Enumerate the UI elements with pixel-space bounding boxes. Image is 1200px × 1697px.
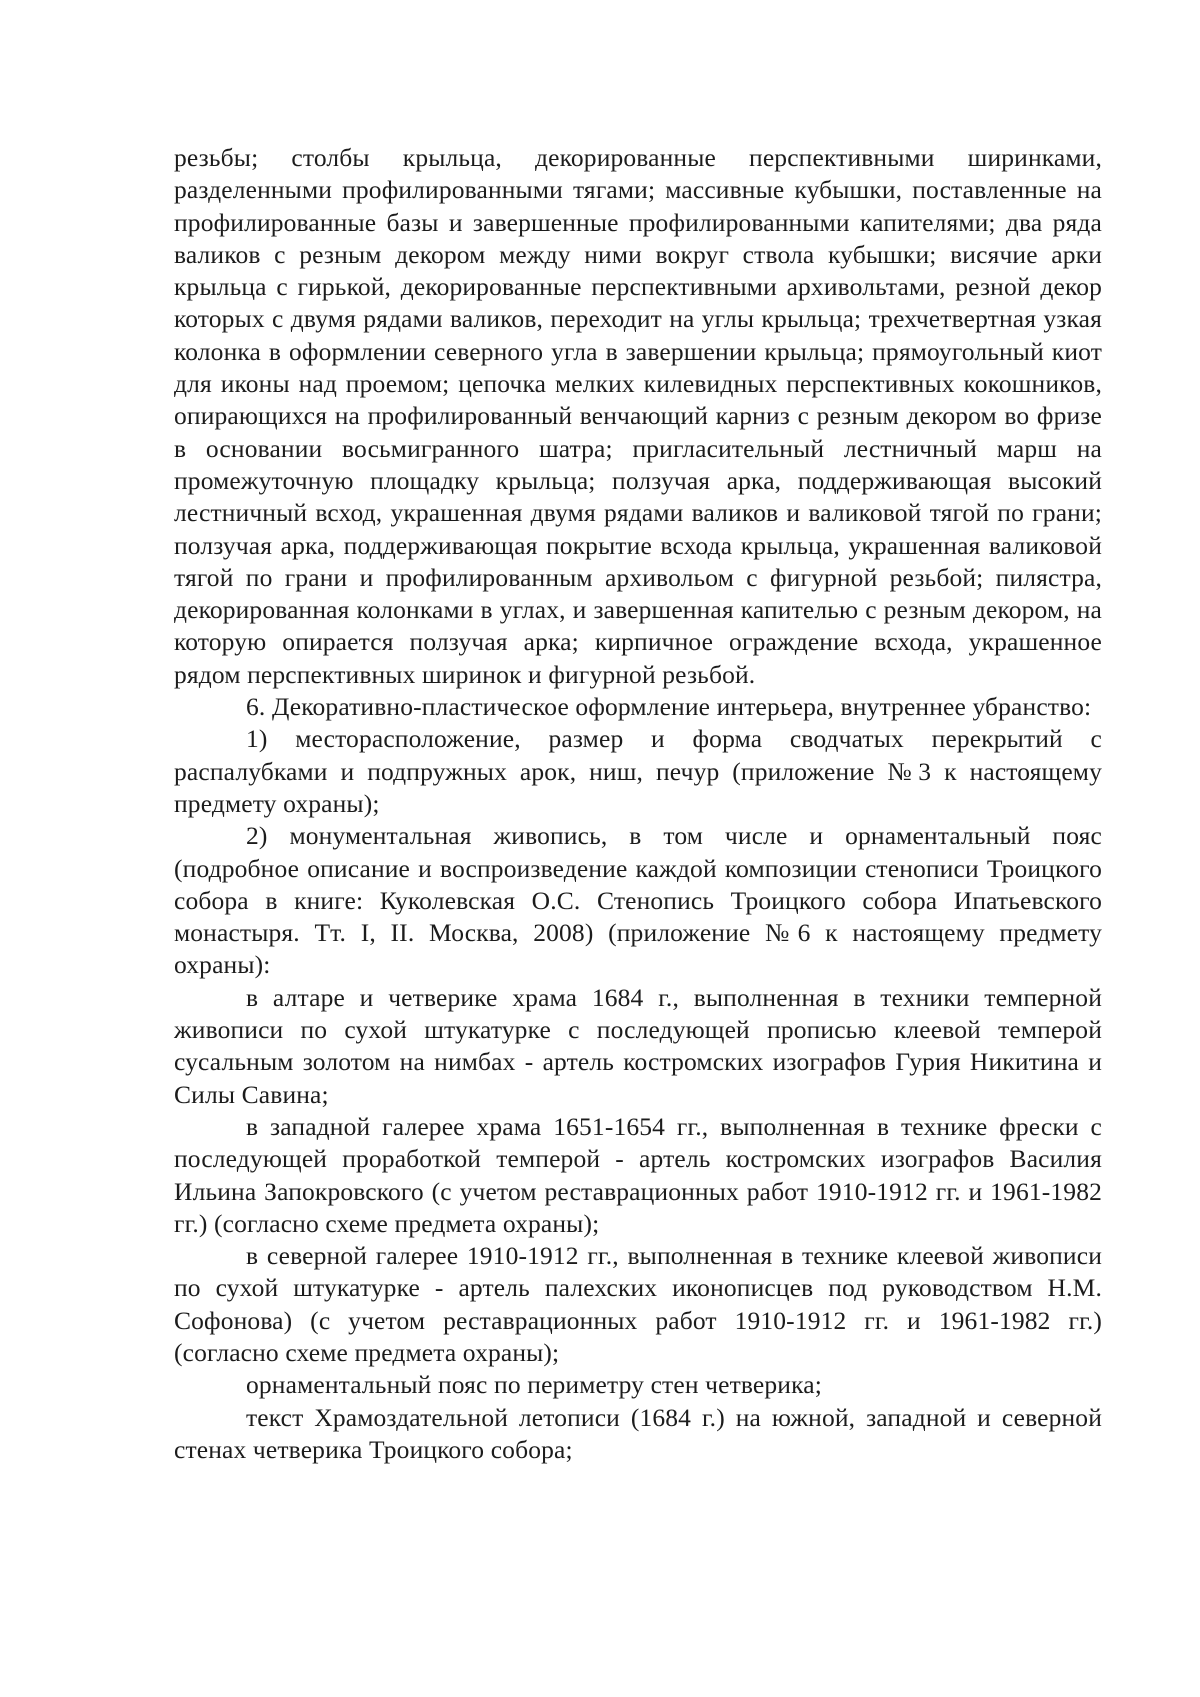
document-body bbox=[174, 142, 1102, 1466]
paragraph-chronicle-text: текст Храмоздательной летописи (1684 г.) на южной, западной и северной стенах четверика Троицкого собора; bbox=[174, 1402, 1102, 1464]
paragraph-item-1-vaults: 1) месторасположение, размер и форма сводчатых перекрытий с распалубками и подпружных арок, ниш, печур (приложение №3 к настоящему предмету охраны); bbox=[174, 724, 1102, 818]
paragraph-ornamental-belt: орнаментальный пояс по периметру стен четверика; bbox=[246, 1370, 822, 1400]
paragraph-altar-painting: в алтаре и четверике храма 1684 г., выполненная в техники темперной живописи по сухой штукатурке с последующей прописью клеевой темперой сусальным золотом на нимбах - артель костромских изографов Гурия Никитина и Силы Савина; bbox=[174, 982, 1102, 1109]
paragraph-porch-decor: резьбы; столбы крыльца, декорированные перспективными ширинками, разделенными профилированными тягами; массивные кубышки, поставленные на профилированные базы и завершенные профилированными капителями; два ряда валиков с резным декором между ними вокруг ствола кубышки; висячие арки крыльца с гирькой, декорированные перспективными архивольтами, резной декор которых с двумя рядами валиков, переходит на углы крыльца; трехчетвертная узкая колонка в оформлении северного угла в завершении крыльца; прямоугольный киот для иконы над проемом; цепочка мелких килевидных перспективных кокошников, опирающихся на профилированный венчающий карниз с резным декором во фризе в основании восьмигранного шатра; пригласительный лестничный марш на промежуточную площадку крыльца; ползучая арка, поддерживающая высокий лестничный всход, украшенная двумя рядами валиков и валиковой тягой по грани; ползучая арка, поддерживающая покрытие всхода крыльца, украшенная валиковой тягой по грани и профилированным архивольом с фигурной резьбой; пилястра, декорированная колонками в углах, и завершенная капителью с резным декором, на которую опирается ползучая арка; кирпичное ограждение всхода, украшенное рядом перспективных ширинок и фигурной резьбой. bbox=[174, 143, 1102, 689]
paragraph-north-gallery: в северной галерее 1910-1912 гг., выполненная в технике клеевой живописи по сухой штукатурке - артель палехских иконописцев под руководством Н.М. Софонова) (с учетом реставрационных работ 1910-1912 гг. и 1961-1982 гг.) (согласно схеме предмета охраны); bbox=[174, 1241, 1102, 1367]
paragraph-west-gallery: в западной галерее храма 1651-1654 гг., выполненная в технике фрески с последующей проработкой темперой - артель костромских изографов Василия Ильина Запокровского (с учетом реставрационных работ 1910-1912 гг. и 1961-1982 гг.) (согласно схеме предмета охраны); bbox=[174, 1111, 1102, 1238]
paragraph-item-2-painting: 2) монументальная живопись, в том числе и орнаментальный пояс (подробное описание и воспроизведение каждой композиции стенописи Троицкого собора в книге: Куколевская О.С. Стенопись Троицкого собора Ипатьевского монастыря. Тт. I, II. Москва, 2008) (приложение №6 к настоящему предмету охраны): bbox=[174, 821, 1102, 980]
paragraph-section-6-heading: 6. Декоративно-пластическое оформление интерьера, внутреннее убранство: bbox=[246, 692, 1092, 722]
